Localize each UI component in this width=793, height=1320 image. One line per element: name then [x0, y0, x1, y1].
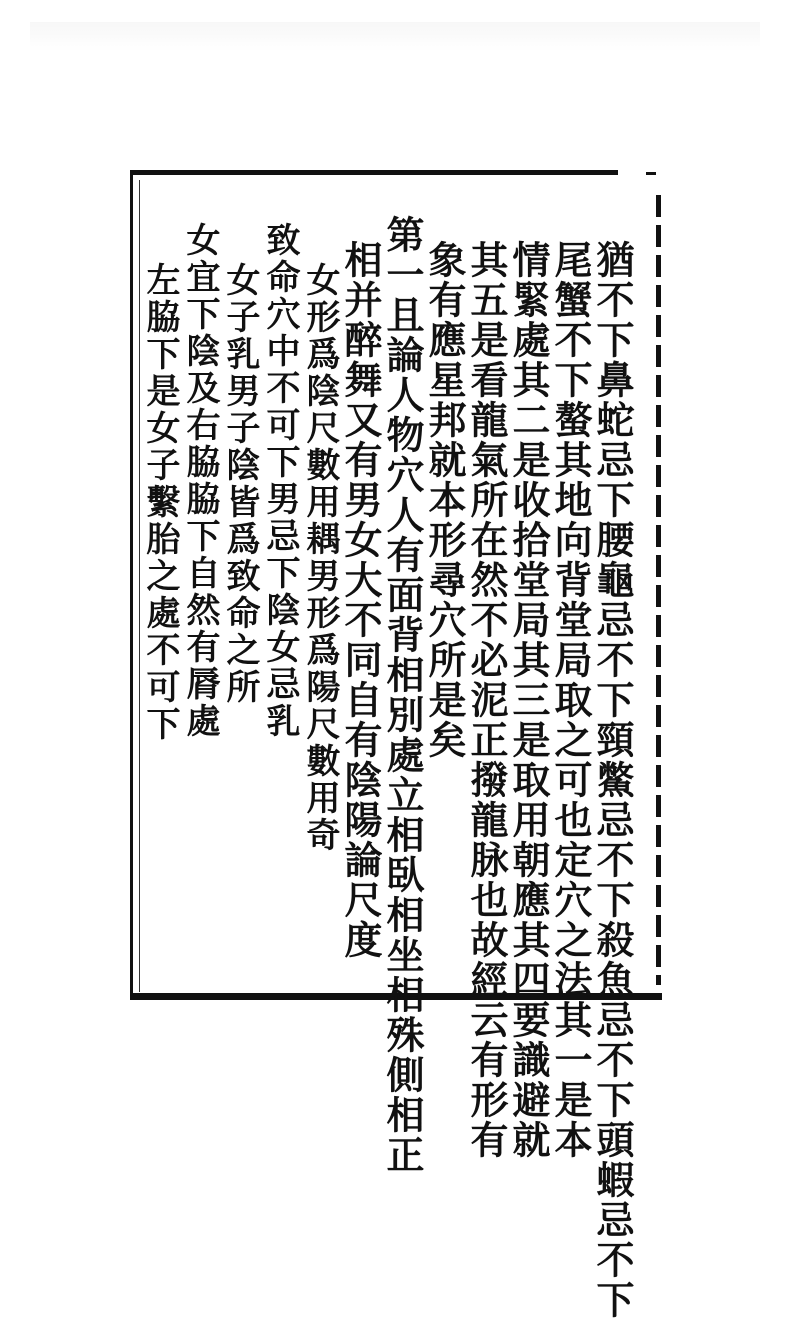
text-column-1: 猶不下鼻蛇忌下腰龜忌不下頸鱉忌不下殺魚忌不下頭蝦忌不下	[590, 240, 635, 1320]
frame-right-edge	[656, 195, 661, 985]
text-column-8: 女形爲陰尺數用耦男形爲陽尺數用奇	[300, 262, 340, 854]
text-column-10: 女子乳男子陰皆爲致命之所	[220, 262, 260, 706]
text-column-5: 象有應星邦就本形尋穴所是矣	[422, 240, 467, 760]
text-column-2: 尾蟹不下螯其地向背堂局取之可也定穴之法其一是本	[548, 240, 593, 1160]
frame-top-border	[130, 170, 618, 175]
text-column-3: 情緊處其二是收拾堂局其三是取用朝應其四要識避就	[506, 240, 551, 1160]
text-column-9: 致命穴中不可下男忌下陰女忌乳	[260, 222, 300, 740]
text-column-12: 左脇下是女子繫胎之處不可下	[140, 262, 180, 743]
scan-shadow	[30, 22, 760, 52]
text-column-4: 其五是看龍氣所在然不必泥正撥龍脉也故經云有形有	[464, 240, 509, 1160]
text-column-7: 相并醉舞又有男女大不同自有陰陽論尺度	[338, 240, 383, 960]
text-column-6: 第一且論人物穴人有面背相別處立相臥相坐相殊側相正	[380, 215, 425, 1175]
text-column-11: 女宜下陰及右脇脇下自然有脣處	[180, 222, 220, 740]
frame-top-notch	[646, 172, 656, 175]
